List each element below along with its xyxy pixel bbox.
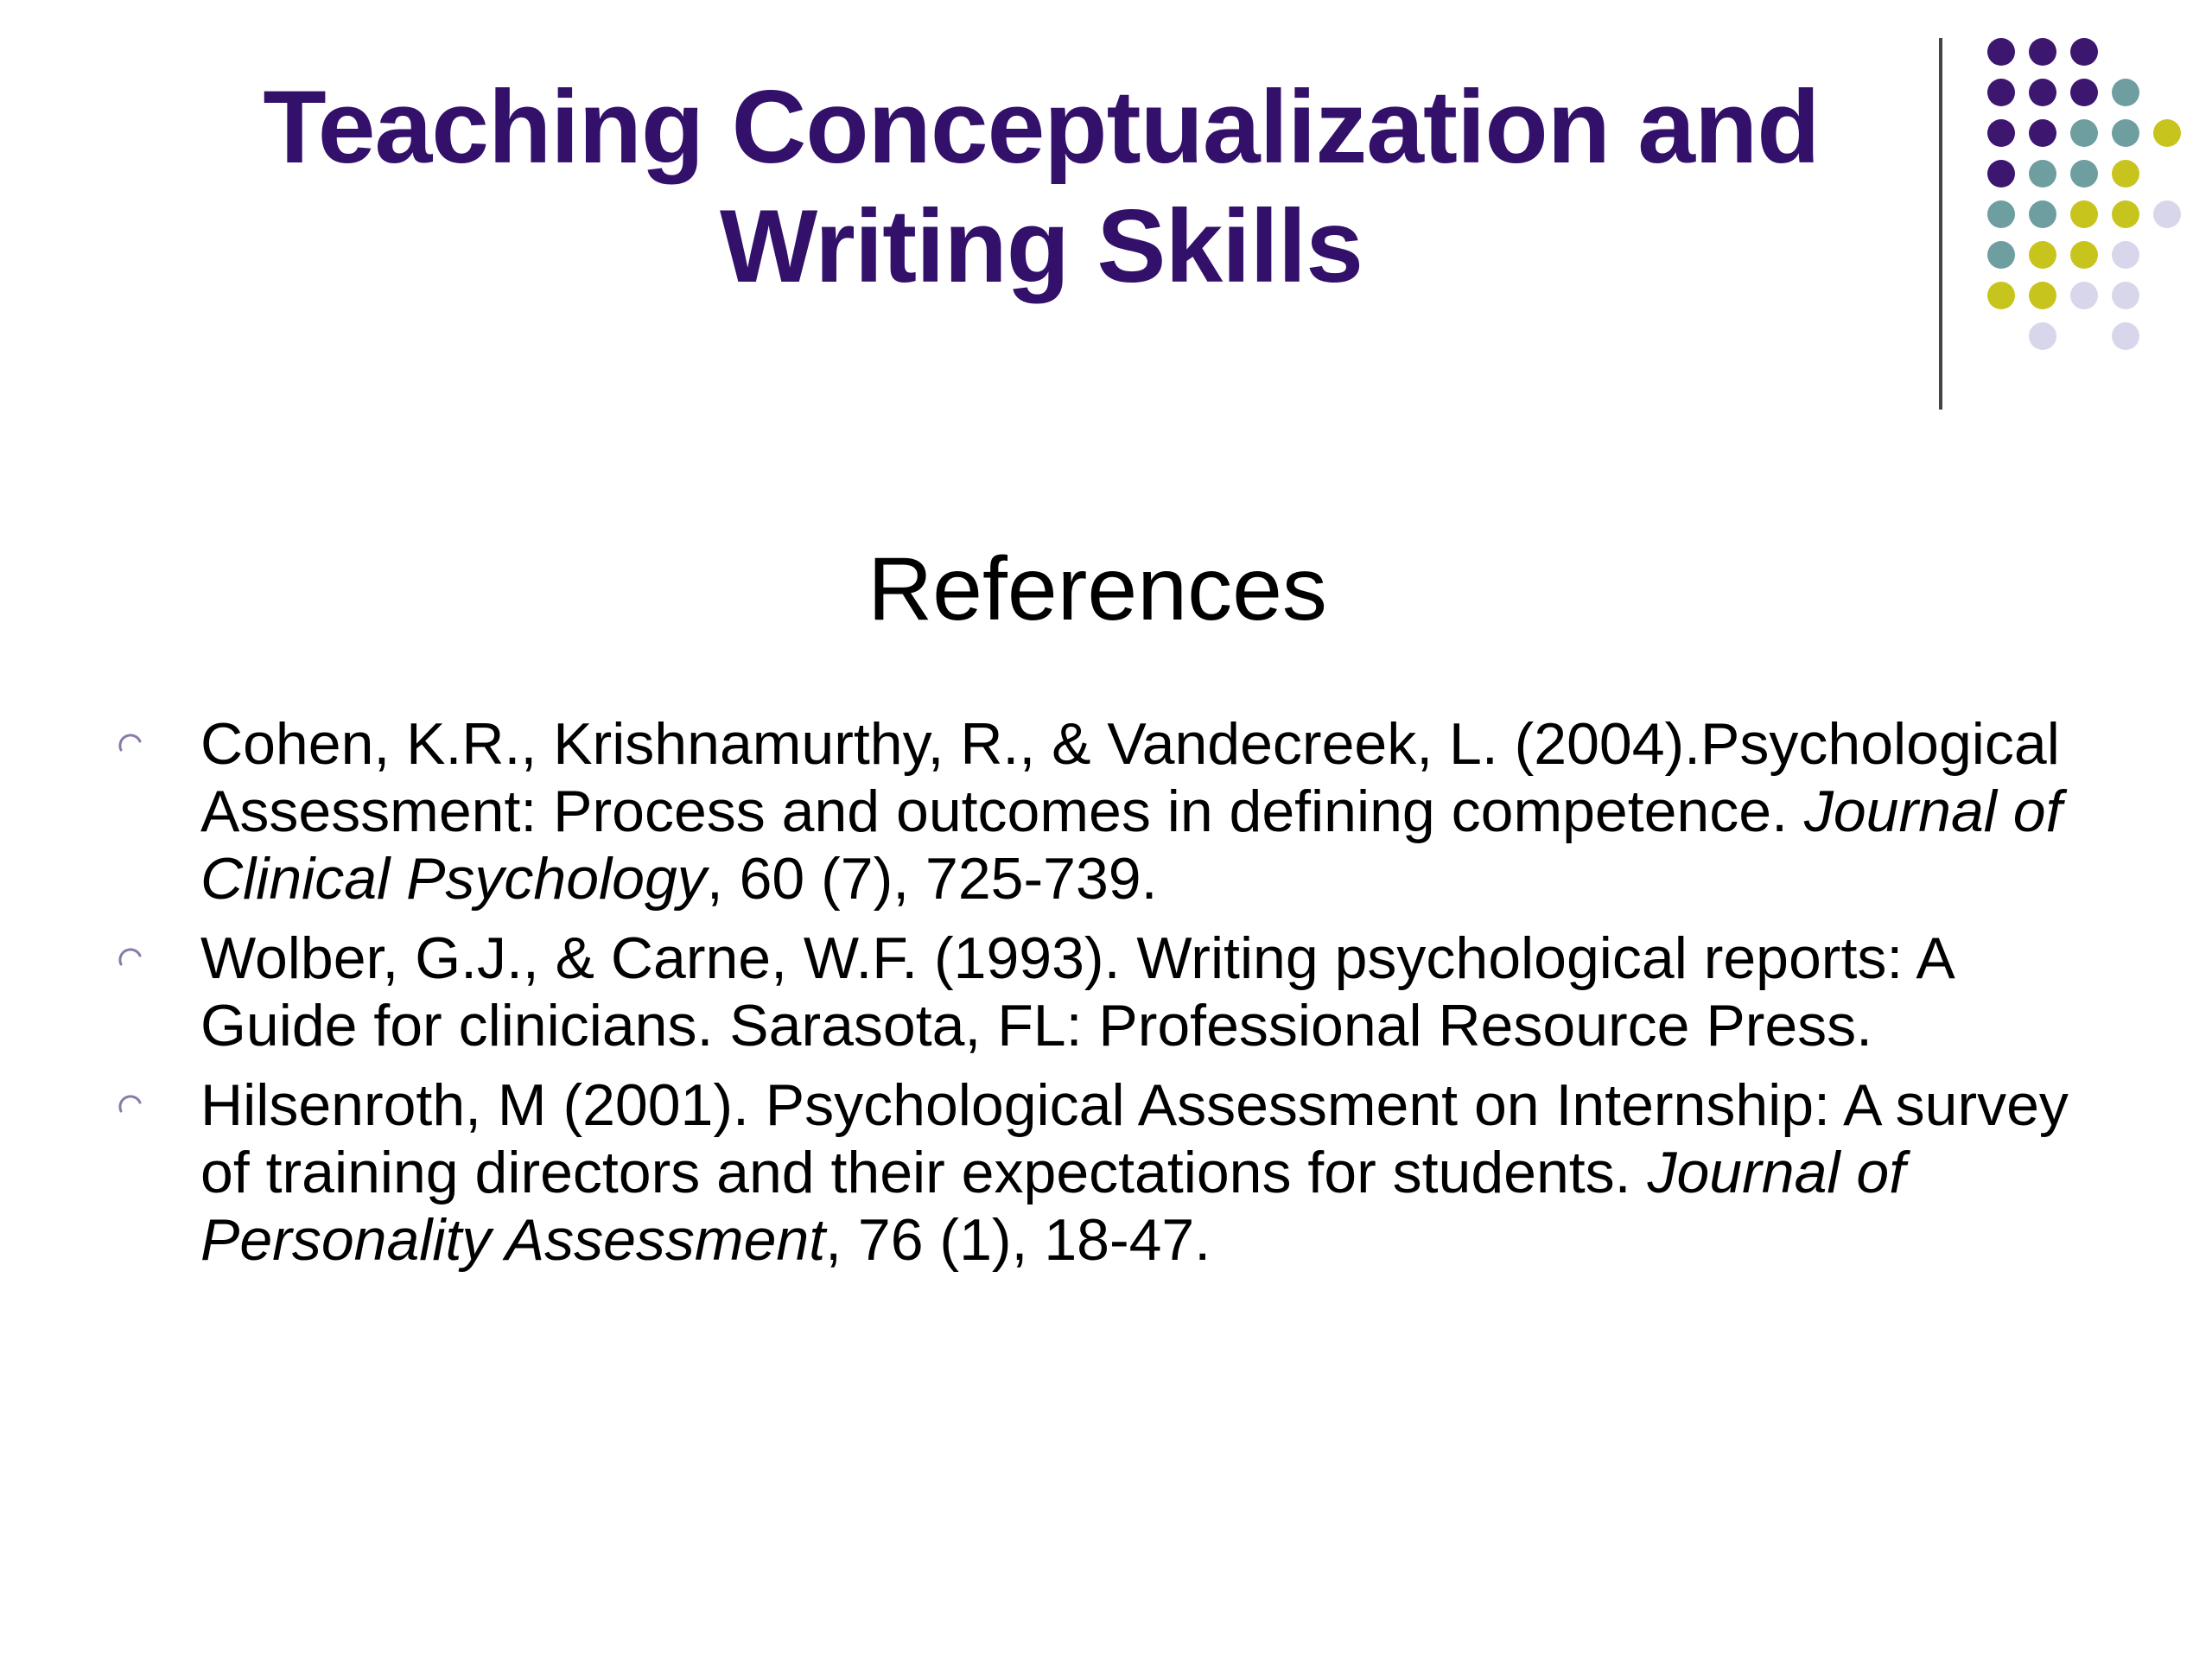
decorative-dot bbox=[2070, 79, 2098, 106]
decorative-dot bbox=[2029, 38, 2056, 66]
reference-item bbox=[104, 710, 2091, 912]
journal-title: Journal of Personality Assessment bbox=[200, 1140, 1906, 1273]
decorative-dot bbox=[1987, 79, 2015, 106]
reference-text: Cohen, K.R., Krishnamurthy, R., & Vandecreek, L. (2004).Psychological Assessment: Process and outcomes in defining competence. bbox=[200, 711, 2060, 844]
reference-list bbox=[104, 710, 2091, 1286]
decorative-dot bbox=[2153, 200, 2181, 228]
decorative-dot-grid bbox=[1970, 26, 2195, 354]
decorative-dot bbox=[1987, 282, 2015, 309]
decorative-dot bbox=[1987, 200, 2015, 228]
decorative-dot bbox=[1987, 38, 2015, 66]
decorative-dot bbox=[2112, 322, 2139, 350]
open-circle-bullet-icon bbox=[116, 1092, 145, 1122]
reference-item bbox=[104, 1071, 2091, 1274]
decorative-dot bbox=[2112, 119, 2139, 147]
decorative-dot bbox=[2070, 241, 2098, 269]
decorative-dot bbox=[2029, 79, 2056, 106]
slide-title bbox=[156, 67, 1927, 306]
slide-title-line-2: Writing Skills bbox=[720, 188, 1363, 304]
decorative-dot bbox=[2070, 282, 2098, 309]
decorative-dot bbox=[2070, 38, 2098, 66]
decorative-dot bbox=[1987, 160, 2015, 188]
decorative-dot bbox=[2029, 200, 2056, 228]
decorative-dot bbox=[1987, 119, 2015, 147]
open-circle-bullet-icon bbox=[116, 945, 145, 975]
decorative-dot bbox=[2029, 322, 2056, 350]
vertical-divider bbox=[1939, 38, 1942, 410]
decorative-dot bbox=[2029, 241, 2056, 269]
decorative-dot bbox=[2029, 119, 2056, 147]
decorative-dot bbox=[2112, 282, 2139, 309]
reference-text: Wolber, G.J., & Carne, W.F. (1993). Writing psychological reports: A Guide for clinicians. Sarasota, FL: Professional Resource Press. bbox=[200, 925, 1952, 1058]
decorative-dot bbox=[1987, 241, 2015, 269]
slide-title-line-1: Teaching Conceptualization and bbox=[263, 69, 1820, 185]
reference-volume-pages: , 60 (7), 725-739. bbox=[706, 846, 1158, 912]
decorative-dot bbox=[2112, 241, 2139, 269]
decorative-dot bbox=[2112, 160, 2139, 188]
reference-text: Hilsenroth, M (2001). Psychological Assessment on Internship: A survey of training directors and their expectations for students. bbox=[200, 1072, 2069, 1205]
journal-title: Journal of Clinical Psychology bbox=[200, 779, 2063, 912]
decorative-dot bbox=[2070, 200, 2098, 228]
decorative-dot bbox=[2153, 119, 2181, 147]
decorative-dot bbox=[2029, 282, 2056, 309]
decorative-dot bbox=[2112, 200, 2139, 228]
decorative-dot bbox=[2112, 79, 2139, 106]
reference-item bbox=[104, 925, 2091, 1059]
decorative-dot bbox=[2070, 160, 2098, 188]
reference-volume-pages: , 76 (1), 18-47. bbox=[825, 1207, 1211, 1273]
section-heading: References bbox=[868, 539, 1327, 639]
decorative-dot bbox=[2070, 119, 2098, 147]
open-circle-bullet-icon bbox=[116, 731, 145, 760]
decorative-dot bbox=[2029, 160, 2056, 188]
